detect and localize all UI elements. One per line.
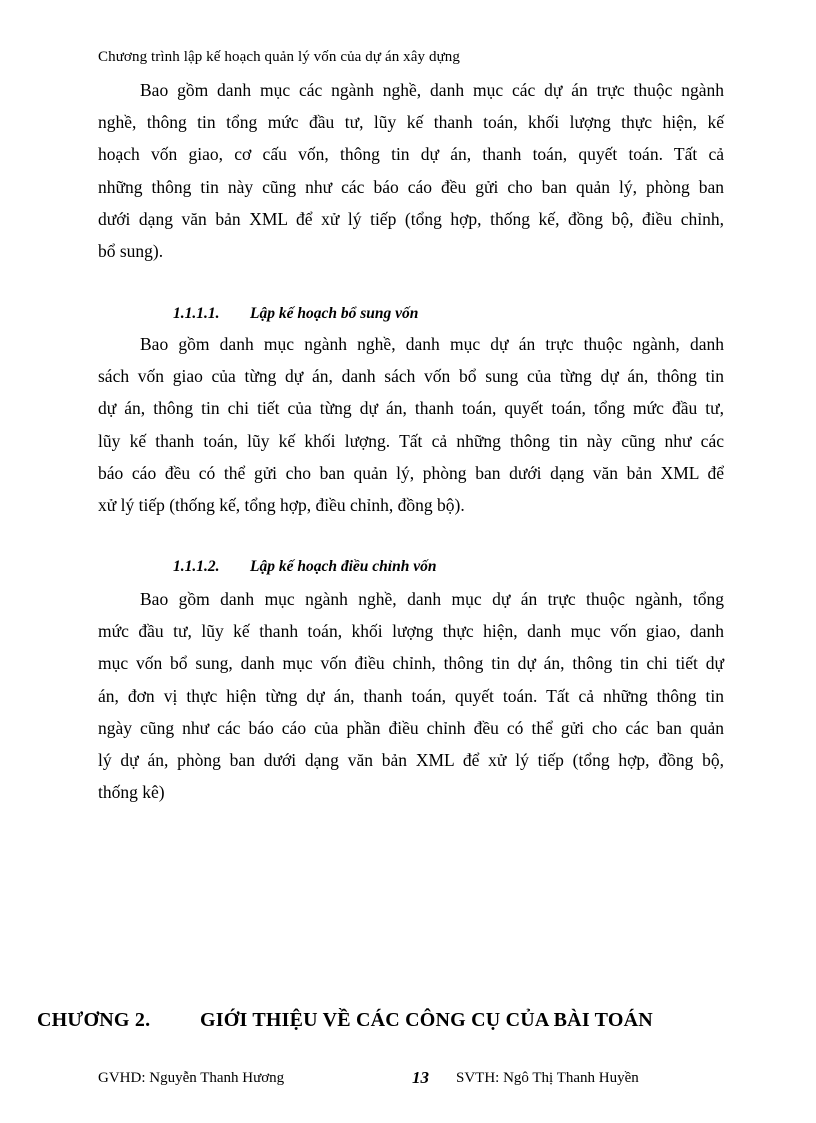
paragraph-line: dự án, thông tin chi tiết của từng dự án, thanh toán, quyết toán, tổng mức đầu tư,	[98, 398, 724, 419]
paragraph-line: sách vốn giao của từng dự án, danh sách vốn bổ sung của từng dự án, thông tin	[98, 366, 724, 387]
paragraph-supplement	[98, 328, 724, 521]
paragraph-line: những thông tin này cũng như các báo cáo đều gửi cho ban quản lý, phòng ban	[98, 176, 724, 197]
footer-student: SVTH: Ngô Thị Thanh Huyền	[456, 1070, 639, 1086]
section-title: Lập kế hoạch bổ sung vốn	[250, 305, 419, 322]
paragraph-line: lý dự án, phòng ban dưới dạng văn bản XML để xử lý tiếp (tổng hợp, đồng bộ,	[98, 750, 724, 771]
paragraph-line: mục vốn bổ sung, danh mục vốn điều chỉnh, thông tin dự án, thông tin chi tiết dự	[98, 653, 724, 674]
paragraph-line: mức đầu tư, lũy kế thanh toán, khối lượng thực hiện, danh mục vốn giao, danh	[98, 621, 724, 642]
paragraph-line: án, đơn vị thực hiện từng dự án, thanh toán, quyết toán. Tất cả những thông tin	[98, 685, 724, 706]
paragraph-adjustment	[98, 583, 724, 808]
section-number: 1.1.1.2.	[173, 558, 220, 575]
paragraph-line: bổ sung).	[98, 241, 164, 262]
paragraph-line: xử lý tiếp (thống kế, tổng hợp, điều chỉnh, đồng bộ).	[98, 495, 465, 516]
page-number: 13	[412, 1068, 429, 1087]
paragraph-line: lũy kế thanh toán, lũy kế khối lượng. Tất cả những thông tin này cũng như các	[98, 430, 724, 451]
chapter-number: CHƯƠNG 2.	[37, 1009, 151, 1031]
section-title: Lập kế hoạch điều chỉnh vốn	[250, 558, 437, 575]
footer-advisor: GVHD: Nguyễn Thanh Hương	[98, 1070, 285, 1086]
paragraph-line: báo cáo đều có thể gửi cho ban quản lý, phòng ban dưới dạng văn bản XML để	[98, 462, 724, 483]
paragraph-line: Bao gồm danh mục ngành nghề, danh mục dự án trực thuộc ngành, tổng	[140, 589, 724, 609]
page-header: Chương trình lập kế hoạch quản lý vốn của dự án xây dựng	[98, 49, 461, 65]
paragraph-line: thống kê)	[98, 782, 165, 803]
paragraph-line: Bao gồm danh mục các ngành nghề, danh mục các dự án trực thuộc ngành	[140, 80, 724, 100]
paragraph-line: dưới dạng văn bản XML để xử lý tiếp (tổng hợp, thống kế, đồng bộ, điều chỉnh,	[98, 208, 724, 229]
paragraph-line: nghề, thông tin tổng mức đầu tư, lũy kế thanh toán, khối lượng thực hiện, kế	[98, 112, 724, 133]
chapter-title: GIỚI THIỆU VỀ CÁC CÔNG CỤ CỦA BÀI TOÁN	[200, 1009, 653, 1031]
paragraph-line: hoạch vốn giao, cơ cấu vốn, thông tin dự án, thanh toán, quyết toán. Tất cả	[98, 144, 724, 165]
chapter-heading	[37, 1009, 653, 1032]
section-number: 1.1.1.1.	[173, 305, 220, 322]
section-heading-1	[173, 305, 418, 323]
paragraph-line: ngày cũng như các báo cáo của phần điều chỉnh đều có thể gửi cho các ban quản	[98, 717, 724, 738]
section-heading-2	[173, 558, 436, 576]
paragraph-intro	[98, 74, 724, 267]
paragraph-line: Bao gồm danh mục ngành nghề, danh mục dự án trực thuộc ngành, danh	[140, 334, 724, 354]
